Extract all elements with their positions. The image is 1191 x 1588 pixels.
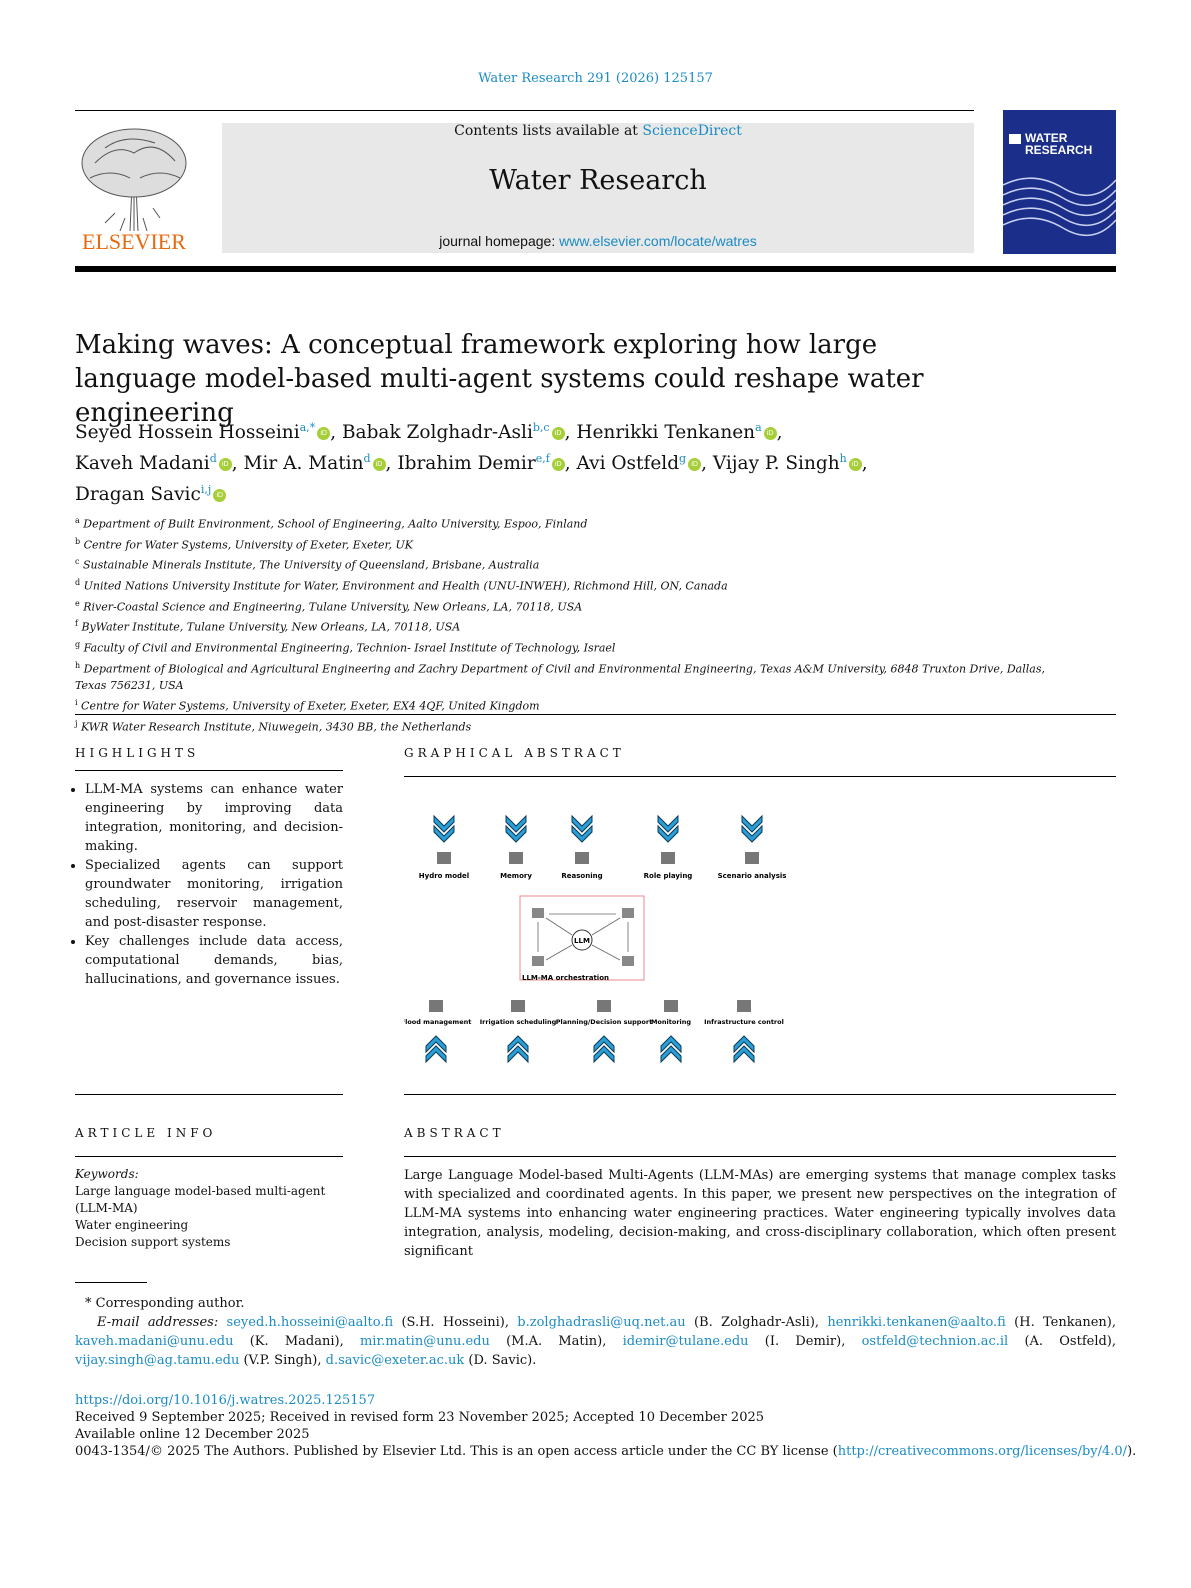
author-name: Ibrahim Demir	[397, 453, 536, 475]
orcid-icon[interactable]: iD	[373, 458, 386, 471]
header-thick-rule	[75, 266, 1116, 272]
author-affiliation-marker[interactable]: b,c	[532, 421, 550, 434]
capability-label: Reasoning	[561, 872, 603, 880]
agent-capability-icon	[745, 852, 759, 864]
footnote-rule	[75, 1282, 147, 1283]
graphical-abstract-svg	[404, 810, 796, 1074]
sciencedirect-link[interactable]: ScienceDirect	[642, 123, 742, 139]
keyword-item: Large language model-based multi-agent (LLM-MA)	[75, 1184, 326, 1215]
orcid-icon[interactable]: iD	[688, 458, 701, 471]
orcid-icon[interactable]: iD	[219, 458, 232, 471]
application-label: Irrigation scheduling	[479, 1018, 557, 1026]
application-label: Planning/Decision support	[555, 1018, 653, 1026]
graphical-abstract-heading: GRAPHICAL ABSTRACT	[404, 746, 625, 760]
affiliation-key: g	[75, 639, 81, 649]
author-name: Kaveh Madani	[75, 453, 210, 475]
email-link[interactable]: seyed.h.hosseini@aalto.fi	[226, 1315, 394, 1330]
affiliation-item	[75, 595, 1075, 616]
agent-capability-icon	[661, 852, 675, 864]
affiliation-key: a	[75, 516, 80, 525]
capability-label: Memory	[500, 872, 532, 880]
chevron-up-icon	[734, 1036, 754, 1062]
affiliation-item	[75, 553, 1075, 574]
elsevier-logo[interactable]	[75, 123, 193, 255]
affiliation-item	[75, 636, 1075, 657]
affiliation-key: b	[75, 536, 81, 546]
affiliation-item	[75, 615, 1075, 636]
author-name: Henrikki Tenkanen	[576, 422, 756, 444]
license-line: 0043-1354/© 2025 The Authors. Published by Elsevier Ltd. This is an open access article under the CC BY license (http://creativecommons.org/licenses/by/4.0/).	[75, 1444, 1137, 1459]
abstract-rule	[404, 1156, 1116, 1157]
email-owner: (D. Savic).	[464, 1353, 537, 1368]
email-link[interactable]: ostfeld@technion.ac.il	[861, 1334, 1009, 1349]
affiliation-key: c	[75, 557, 80, 567]
affiliation-text: Faculty of Civil and Environmental Engineering, Technion- Israel Institute of Technology, Israel	[80, 641, 616, 655]
author-affiliation-marker[interactable]: h	[839, 452, 847, 466]
application-label: Monitoring	[650, 1018, 692, 1026]
email-link[interactable]: d.savic@exeter.ac.uk	[325, 1353, 465, 1368]
affiliation-key: i	[75, 698, 78, 708]
email-link[interactable]: vijay.singh@ag.tamu.edu	[75, 1353, 240, 1368]
chevron-down-icon	[506, 816, 526, 842]
section-rule	[75, 714, 1116, 715]
author-affiliation-marker[interactable]: g	[679, 452, 687, 466]
keyword-item: Water engineering	[75, 1218, 189, 1232]
llm-label: LLM	[574, 937, 590, 945]
author-affiliation-marker[interactable]: d	[209, 452, 217, 466]
affiliation-item	[75, 715, 1075, 736]
email-owner: (V.P. Singh),	[239, 1353, 326, 1368]
highlight-item: • Key challenges include data access, computational demands, bias, hallucinations, and governance issues.	[85, 932, 343, 989]
email-owner: (A. Ostfeld),	[1008, 1334, 1117, 1349]
email-link[interactable]: b.zolghadrasli@uq.net.au	[517, 1315, 686, 1330]
capability-label: Role playing	[643, 872, 693, 880]
orchestration-label: LLM-MA orchestration	[522, 974, 609, 982]
affiliation-text: United Nations University Institute for Water, Environment and Health (UNU-INWEH), Richmond Hill, ON, Canada	[80, 579, 728, 593]
keywords-label: Keywords:	[75, 1167, 139, 1181]
email-owner: (S.H. Hosseini),	[393, 1315, 518, 1330]
email-owner: (I. Demir),	[748, 1334, 862, 1349]
doi-link[interactable]: https://doi.org/10.1016/j.watres.2025.125157	[75, 1393, 376, 1408]
application-icon	[664, 1000, 678, 1012]
email-owner: (B. Zolghadr-Asli),	[685, 1315, 828, 1330]
orcid-icon[interactable]: iD	[213, 489, 226, 502]
author-affiliation-marker[interactable]: a	[755, 421, 762, 434]
author-separator: ,	[385, 453, 398, 475]
affiliation-item	[75, 657, 1075, 695]
affiliation-item	[75, 512, 1075, 533]
corresponding-author: * Corresponding author.	[85, 1296, 245, 1311]
affiliation-text: River-Coastal Science and Engineering, Tulane University, New Orleans, LA, 70118, USA	[79, 600, 583, 614]
chevron-down-icon	[742, 816, 762, 842]
affiliation-key: f	[75, 619, 78, 629]
author-affiliation-marker[interactable]: i,j	[200, 483, 212, 497]
email-label: E-mail addresses:	[97, 1315, 227, 1330]
agent-capability-icon	[437, 852, 451, 864]
application-icon	[429, 1000, 443, 1012]
affiliation-key: e	[75, 598, 80, 608]
capability-label: Scenario analysis	[717, 872, 787, 880]
highlight-item: • Specialized agents can support groundwater monitoring, irrigation scheduling, reservoir management, and post-disaster response.	[85, 856, 343, 932]
article-title: Making waves: A conceptual framework exploring how large language model-based multi-agent systems could reshape water engineering	[75, 330, 924, 428]
available-online: Available online 12 December 2025	[75, 1427, 310, 1442]
affiliation-text: ByWater Institute, Tulane University, New Orleans, LA, 70118, USA	[77, 620, 461, 634]
application-icon	[597, 1000, 611, 1012]
chevron-up-icon	[426, 1036, 446, 1062]
email-owner: (K. Madani),	[233, 1334, 360, 1349]
email-link[interactable]: idemir@tulane.edu	[622, 1334, 749, 1349]
journal-citation[interactable]: Water Research 291 (2026) 125157	[478, 71, 713, 86]
publication-info	[75, 1392, 1175, 1460]
orcid-icon[interactable]: iD	[317, 427, 330, 440]
affiliation-key: j	[75, 718, 78, 728]
orcid-icon[interactable]: iD	[764, 427, 777, 440]
article-info-heading: ARTICLE INFO	[75, 1126, 217, 1140]
author-name: Avi Ostfeld	[576, 453, 680, 475]
chevron-up-icon	[594, 1036, 614, 1062]
homepage-line: journal homepage: www.elsevier.com/locate/watres	[439, 233, 757, 249]
author-separator: ,	[564, 453, 577, 475]
affiliation-text: KWR Water Research Institute, Niuwegein, 3430 BB, the Netherlands	[77, 720, 472, 734]
elsevier-wordmark: ELSEVIER	[82, 229, 186, 254]
highlights-heading: HIGHLIGHTS	[75, 746, 200, 760]
author-separator: ,	[330, 422, 342, 444]
author-affiliation-marker[interactable]: a,*	[299, 421, 316, 434]
footnote	[75, 1294, 1116, 1370]
orcid-icon[interactable]: iD	[552, 458, 565, 471]
email-owner: (M.A. Matin),	[489, 1334, 623, 1349]
affiliation-item	[75, 574, 1075, 595]
contents-line: Contents lists available at ScienceDirect	[454, 123, 742, 139]
license-link[interactable]: http://creativecommons.org/licenses/by/4.0/	[837, 1444, 1128, 1459]
article-info	[75, 1166, 343, 1251]
keyword-item: Decision support systems	[75, 1235, 231, 1249]
affiliation-text: Department of Built Environment, School of Engineering, Aalto University, Espoo, Finland	[79, 517, 588, 531]
author-list	[75, 415, 975, 508]
affiliation-key: h	[75, 660, 81, 670]
affiliation-list	[75, 512, 1075, 736]
application-icon	[737, 1000, 751, 1012]
highlight-item: • LLM-MA systems can enhance water engineering by improving data integration, monitoring, and decision-making.	[85, 780, 343, 856]
affiliation-text: Centre for Water Systems, University of Exeter, Exeter, UK	[80, 538, 414, 552]
application-label: Flood management	[404, 1018, 472, 1026]
right-column-rule	[404, 1094, 1116, 1095]
homepage-link[interactable]: www.elsevier.com/locate/watres	[559, 233, 757, 249]
orcid-icon[interactable]: iD	[849, 458, 862, 471]
agent-icon-top-left	[532, 908, 544, 918]
highlights-list	[75, 780, 343, 989]
author-affiliation-marker[interactable]: d	[363, 452, 371, 466]
cover-title-1: WATER	[1025, 131, 1068, 145]
highlights-rule	[75, 770, 343, 771]
author-name: Vijay P. Singh	[712, 453, 840, 475]
chevron-down-icon	[434, 816, 454, 842]
email-owner: (H. Tenkanen),	[1005, 1315, 1117, 1330]
cover-title-2: RESEARCH	[1025, 143, 1093, 157]
graphical-abstract-rule	[404, 776, 1116, 777]
capability-label: Hydro model	[418, 872, 470, 880]
author-name: Babak Zolghadr-Asli	[341, 422, 533, 444]
affiliation-text: Sustainable Minerals Institute, The University of Queensland, Brisbane, Australia	[79, 558, 540, 572]
author-separator: ,	[776, 422, 783, 444]
affiliation-text: Department of Biological and Agricultural Engineering and Zachry Department of Civil and Environmental Engineering, Texas A&M University, 6848 Truxton Drive, Dallas, Texas 756231, USA	[75, 662, 1045, 693]
author-separator: ,	[701, 453, 713, 475]
abstract-heading: ABSTRACT	[404, 1126, 505, 1140]
article-info-rule	[75, 1156, 343, 1157]
agent-icon-top-right	[622, 908, 634, 918]
graphical-abstract-figure[interactable]	[404, 810, 796, 1074]
email-link[interactable]: mir.matin@unu.edu	[359, 1334, 490, 1349]
author-name: Seyed Hossein Hosseini	[75, 422, 300, 444]
agent-icon-bottom-right	[622, 956, 634, 966]
orcid-icon[interactable]: iD	[552, 427, 565, 440]
journal-cover[interactable]	[1003, 110, 1116, 254]
chevron-down-icon	[658, 816, 678, 842]
email-addresses	[75, 1313, 1116, 1370]
agent-capability-icon	[509, 852, 523, 864]
agent-capability-icon	[575, 852, 589, 864]
agent-icon-bottom-left	[532, 956, 544, 966]
author-affiliation-marker[interactable]: e,f	[535, 452, 550, 466]
email-link[interactable]: henrikki.tenkanen@aalto.fi	[827, 1315, 1006, 1330]
chevron-up-icon	[508, 1036, 528, 1062]
cover-wave-graphic	[1003, 110, 1116, 254]
email-link[interactable]: kaveh.madani@unu.edu	[75, 1334, 234, 1349]
application-label: Infrastructure control	[704, 1018, 784, 1026]
affiliation-key: d	[75, 577, 81, 587]
chevron-up-icon	[661, 1036, 681, 1062]
received-dates: Received 9 September 2025; Received in revised form 23 November 2025; Accepted 10 December 2025	[75, 1410, 765, 1425]
author-separator: ,	[861, 453, 868, 475]
author-separator: ,	[231, 453, 244, 475]
journal-header-box	[222, 123, 974, 253]
affiliation-item	[75, 694, 1075, 715]
author-name: Dragan Savic	[75, 484, 201, 506]
journal-name: Water Research	[489, 165, 707, 196]
header-rule	[75, 110, 974, 111]
chevron-down-icon	[572, 816, 592, 842]
affiliation-item	[75, 533, 1075, 554]
author-separator: ,	[564, 422, 577, 444]
abstract-text: Large Language Model-based Multi-Agents (LLM-MAs) are emerging systems that manage complex tasks with specialized and coordinated agents. In this paper, we present new perspectives on the integration of LLM-MA systems into enhancing water engineering practices. Water engineering typically involves data integration, analysis, modeling, decision-making, and cross-disciplinary collaboration, which often present significant	[404, 1168, 1116, 1259]
left-column-rule	[75, 1094, 343, 1095]
application-icon	[511, 1000, 525, 1012]
affiliation-text: Centre for Water Systems, University of Exeter, Exeter, EX4 4QF, United Kingdom	[77, 699, 540, 713]
author-name: Mir A. Matin	[243, 453, 364, 475]
tree-icon	[75, 123, 193, 231]
